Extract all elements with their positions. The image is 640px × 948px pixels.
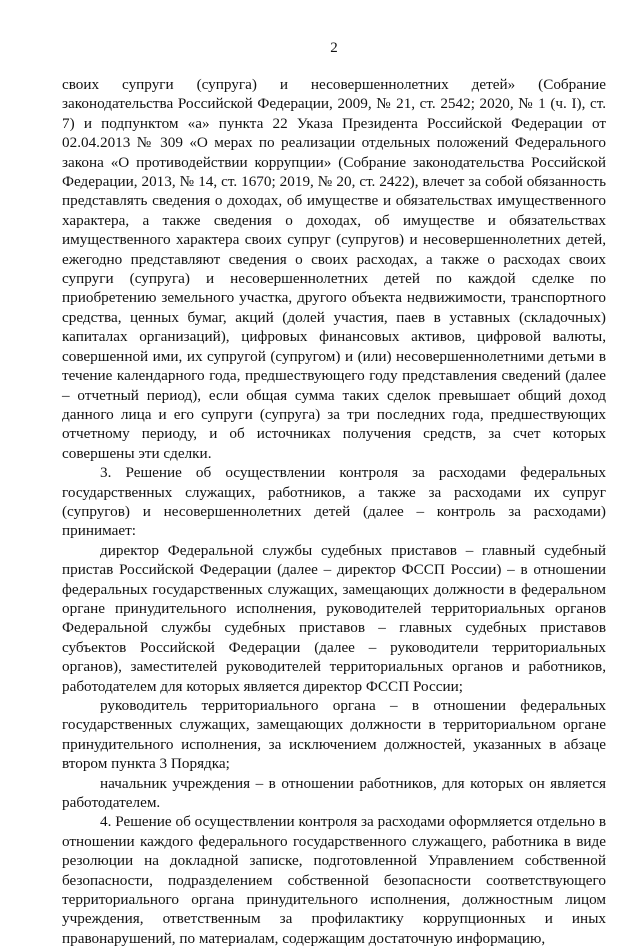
paragraph-item-3: 3. Решение об осуществлении контроля за расходами федеральных государственных служащих, работников, а также за расходами их супруг (супругов) и несовершеннолетних детей (далее – контроль за расходами) принимает: xyxy=(62,464,606,540)
paragraph-institution-head: начальник учреждения – в отношении работников, для которых он является работодателем. xyxy=(62,774,606,812)
paragraph-director: директор Федеральной службы судебных приставов – главный судебный пристав Российской Федерации (далее – директор ФССП России) – в отношении федеральных государственных служащих, замещающих должности в федеральном органе принудительного исполнения, руководителей территориальных органов Федеральной службы судебных приставов – главных судебных приставов субъектов Российской Федерации (далее – руководители территориальных органов), заместителей руководителей территориальных органов и работников, работодателем для которых является директор ФССП России; xyxy=(62,541,606,695)
page-number: 2 xyxy=(330,40,338,56)
paragraph-item-4: 4. Решение об осуществлении контроля за расходами оформляется отдельно в отношении каждого федерального государственного служащего, работника в виде резолюции на докладной записке, подготовленной Управлением собственной безопасности, подразделением собственной безопасности соответствующего территориального органа принудительного исполнения, должностным лицом учреждения, ответственным за профилактику коррупционных и иных правонарушений, по материалам, содержащим достаточную информацию, xyxy=(62,813,606,947)
paragraph-territorial-head: руководитель территориального органа – в отношении федеральных государственных служащих, замещающих должности в территориальном органе принудительного исполнения, за исключением должностей, указанных в абзаце втором пункта 3 Порядка; xyxy=(62,697,606,773)
paragraph-continuation: своих супруги (супруга) и несовершеннолетних детей» (Собрание законодательства Российской Федерации, 2009, № 21, ст. 2542; 2020, № 1 (ч. I), ст. 7) и подпунктом «а» пункта 22 Указа Президента Российской Федерации от 02.04.2013 № 309 «О мерах по реализации отдельных положений Федерального закона «О противодействии коррупции» (Собрание законодательства Российской Федерации, 2013, № 14, ст. 1670; 2019, № 20, ст. 2422), влечет за собой обязанность представлять сведения о доходах, об имуществе и обязательствах имущественного характера, а также сведения о доходах, об имуществе и обязательствах имущественного характера своих супруг (супругов) и несовершеннолетних детей, ежегодно представляют сведения о своих расходах, а также о расходах своих супруги (супруга) и несовершеннолетних детей по каждой сделке по приобретению земельного участка, другого объекта недвижимости, транспортного средства, ценных бумаг, акций (долей участия, паев в уставных (складочных) капиталах организаций), цифровых финансовых активов, цифровой валюты, совершенной ими, их супругой (супругом) и (или) несовершеннолетними детьми в течение календарного года, предшествующего году представления сведений (далее – отчетный период), если общая сумма таких сделок превышает общий доход данного лица и его супруги (супруга) за три последних года, предшествующих отчетному периоду, и об источниках получения средств, за счет которых совершены эти сделки. xyxy=(62,76,606,462)
document-body xyxy=(62,75,606,948)
